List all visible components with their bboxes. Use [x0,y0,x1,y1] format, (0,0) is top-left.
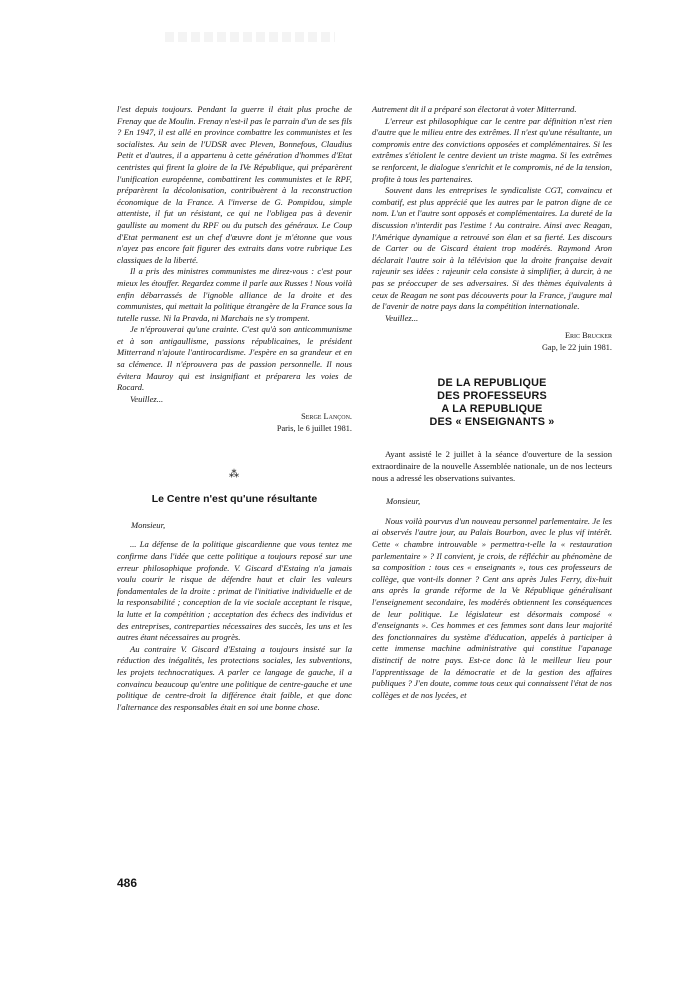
letter3-title [372,377,612,429]
letter1-paragraph: Il a pris des ministres communistes me direz-vous : c'est pour mieux les étouffer. Regardez comme il parle aux Russes ! Nous voilà enfin débarrassés de l'ignoble alliance de la droite et des communistes, qui mettait la politique étrangère de la France sous la tutelle russe. Ni la Pravda, ni Marchais ne s'y trompent. [117,266,352,323]
letter2-place-date: Gap, le 22 juin 1981. [541,342,612,352]
letter2-paragraph: Au contraire V. Giscard d'Estaing a toujours insisté sur la réduction des inégalités, les protections sociales, les subventions, les projets technocratiques. A parler ce langage de gauche, il a convaincu beaucoup qu'entre une politique de centre-gauche et une politique de centre-droit la différence était faible, et que donc l'alternance des responsables était en soi une bonne chose. [117,643,352,712]
page-number: 486 [117,876,138,890]
letter1-paragraph: Je n'éprouverai qu'une crainte. C'est qu'à son anticommunisme et à son antigaullisme, passions républicaines, le président Mitterrand n'ajoute l'antirocardisme. J'espère en sa grandeur et en sa clémence. Il n'éprouvera pas de passion personnelle. Il nous évitera Mauroy qui est insignifiant et préparera les voies de Rocard. [117,324,352,393]
letter3-intro: Ayant assisté le 2 juillet à la séance d'ouverture de la session extraordinaire de la nouvelle Assemblée nationale, un de nos lecteurs nous a adressé les observations suivantes. [372,449,612,483]
letter1-paragraph: l'est depuis toujours. Pendant la guerre il était plus proche de Frenay que de Moulin. Frenay n'est-il pas le parrain d'un de ses fils ? En 1947, il est allé en province combattre les communistes et les socialistes. Au sein de l'UDSR avec Pleven, Bonnefous, Claudius Petit et d'autres, il a appartenu à cette génération d'hommes d'Etat centristes qui firent la gloire de la IVe République, qui préparèrent l'unification européenne, combattirent les communistes et le RPF, préparèrent la décolonisation, contribuèrent à la reconstruction économique de la France. A l'inverse de G. Pompidou, simple attentiste, il fut un résistant, ce qui ne l'obligea pas à devenir gaulliste au moment du RPF ou du putsch des généraux. Le Coup d'Etat permanent est un chef d'œuvre dont je m'étonne que vous n'ayez pas encore fait figurer des extraits dans votre rubrique Les classiques de la liberté. [117,104,352,265]
letter2-paragraph: Autrement dit il a préparé son électorat à voter Mitterrand. [372,104,577,114]
letter2-closing: Veuillez... [385,312,419,323]
letter3-title-line: DES PROFESSEURS [437,390,547,403]
letter2-title: Le Centre n'est qu'une résultante [151,493,318,506]
left-column [117,104,352,713]
letter2-paragraph: L'erreur est philosophique car le centre par définition n'est rien d'autre que le milieu entre des extrêmes. Il n'est qu'une résultante, un compromis entre des convictions opposées et complémentaires. Si les extrêmes s'étiolent le centre devient un triste magma. Si les extrêmes se renforcent, le dialogue s'enrichit et le compromis, né de la tension, profite à tous les partenaires. [372,115,612,184]
letter1-closing: Veuillez... [130,393,164,404]
letter1-place-date: Paris, le 6 juillet 1981. [276,424,352,434]
letter3-title-line: DES « ENSEIGNANTS » [429,416,555,429]
letter3-title-line: A LA REPUBLIQUE [441,403,543,416]
faint-header-bleed [165,32,335,42]
letter2-salutation: Monsieur, [131,519,166,530]
letter1-signature: Serge Lançon. [301,412,352,422]
letter2-paragraph: ... La défense de la politique giscardienne que vous tentez me confirme dans l'idée que cette politique a toujours reposé sur une erreur philosophique profonde. V. Giscard d'Estaing n'a jamais voulu courir le risque de défendre haut et clair les valeurs fondamentales de la droite : primat de l'initiative individuelle et de la responsabilité ; conception de la vie sociale acceptant le risque, la lutte et la compétition ; acceptation des échecs des individus et des entreprises, contreparties nécessaires des succès, les uns et les autres étant nécessaires au progrès. [117,539,352,643]
asterism-separator: ⁂ [229,468,240,480]
letter2-signature: Eric Brucker [564,331,612,341]
letter3-paragraph: Nous voilà pourvus d'un nouveau personnel parlementaire. Je les ai observés l'autre jour, au Palais Bourbon, avec le plus vif intérêt. Cette « chambre introuvable » permettra-t-elle la « restauration parlementaire » ? Il convient, je crois, de réfléchir au phénomène de sa composition : tous ces « enseignants », tous ces professeurs de collège, que vont-ils donner ? Cent ans après Jules Ferry, dix-huit ans après la grande réforme de la Ve République généralisant l'enseignement secondaire, les modérés obtiennent les conséquences de leur politique. Le législateur est désormais composé « d'enseignants ». Ces hommes et ces femmes sont dans leur majorité des fonctionnaires du système d'éducation, appelés à participer à cette immense machine administrative qui constitue l'apanage distinctif de notre pays. Est-ce donc là le meilleur lieu pour l'apprentissage de la démocratie et de la gestion des affaires publiques ? J'en doute, comme tous ceux qui connaissent l'état de nos collèges et de nos lycées, et [372,515,612,700]
right-column [372,104,612,701]
letter3-title-line: DE LA REPUBLIQUE [437,377,547,390]
letter2-paragraph: Souvent dans les entreprises le syndicaliste CGT, convaincu et combatif, est plus apprécié que les autres par le patron digne de ce nom. L'un et l'autre sont opposés et complémentaires. La dureté de la discussion n'interdit pas l'estime ! Au contraire. Ainsi avec Reagan, l'Amérique dynamique a retrouvé son élan et sa fierté. Les discours de Carter ou de Giscard étaient trop modérés. Raymond Aron déclarait l'autre soir à la télévision que la droite française devait rajeunir ses idées : rajeunir cela consiste à simplifier, à durcir, à ne pas se préoccuper de ses adversaires. Si des thèmes équivalents à ceux de Reagan ne sont pas découverts pour la France, j'augure mal de l'avenir de notre pays dans la compétition internationale. [372,185,612,312]
letter3-salutation: Monsieur, [386,496,421,507]
